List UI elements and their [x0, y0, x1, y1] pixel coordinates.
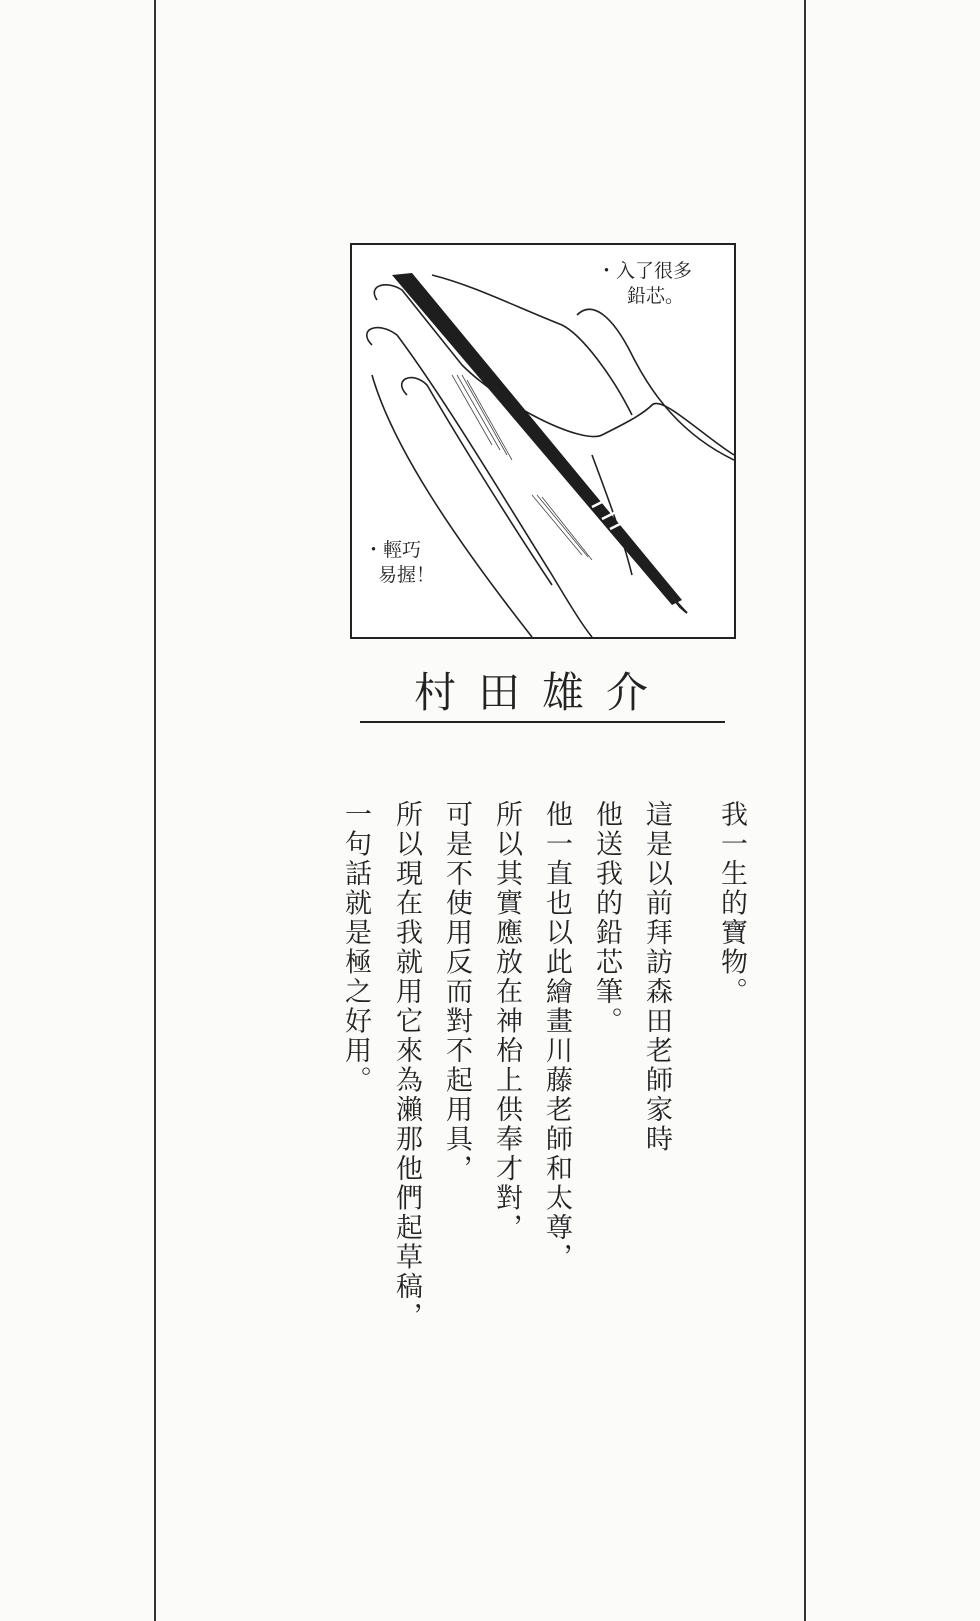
note-easy-grip [364, 538, 435, 588]
note-line: 易握！ [378, 564, 436, 586]
note-many-leads [597, 259, 692, 309]
text-column: 他送我的鉛芯筆。 [591, 800, 622, 1036]
note-line: 鉛芯。 [627, 285, 685, 307]
note-line: ・入了很多 [597, 260, 693, 282]
text-column: 他一直也以此繪畫川藤老師和太尊， [541, 800, 572, 1272]
text-column: 可是不使用反而對不起用具， [441, 800, 472, 1184]
text-column: 這是以前拜訪森田老師家時 [641, 800, 672, 1154]
illustration-panel [350, 243, 736, 639]
page-border-left [154, 0, 156, 1621]
author-name: 村田雄介 [413, 668, 670, 717]
text-column: 所以其實應放在神枱上供奉才對， [491, 800, 522, 1243]
page-border-right [804, 0, 806, 1621]
note-line: ・輕巧 [364, 539, 422, 561]
text-column: 所以現在我就用它來為瀨那他們起草稿， [391, 800, 422, 1331]
text-column: 我一生的寶物。 [716, 800, 747, 1007]
text-column: 一句話就是極之好用。 [340, 800, 371, 1095]
name-underline [360, 721, 725, 723]
